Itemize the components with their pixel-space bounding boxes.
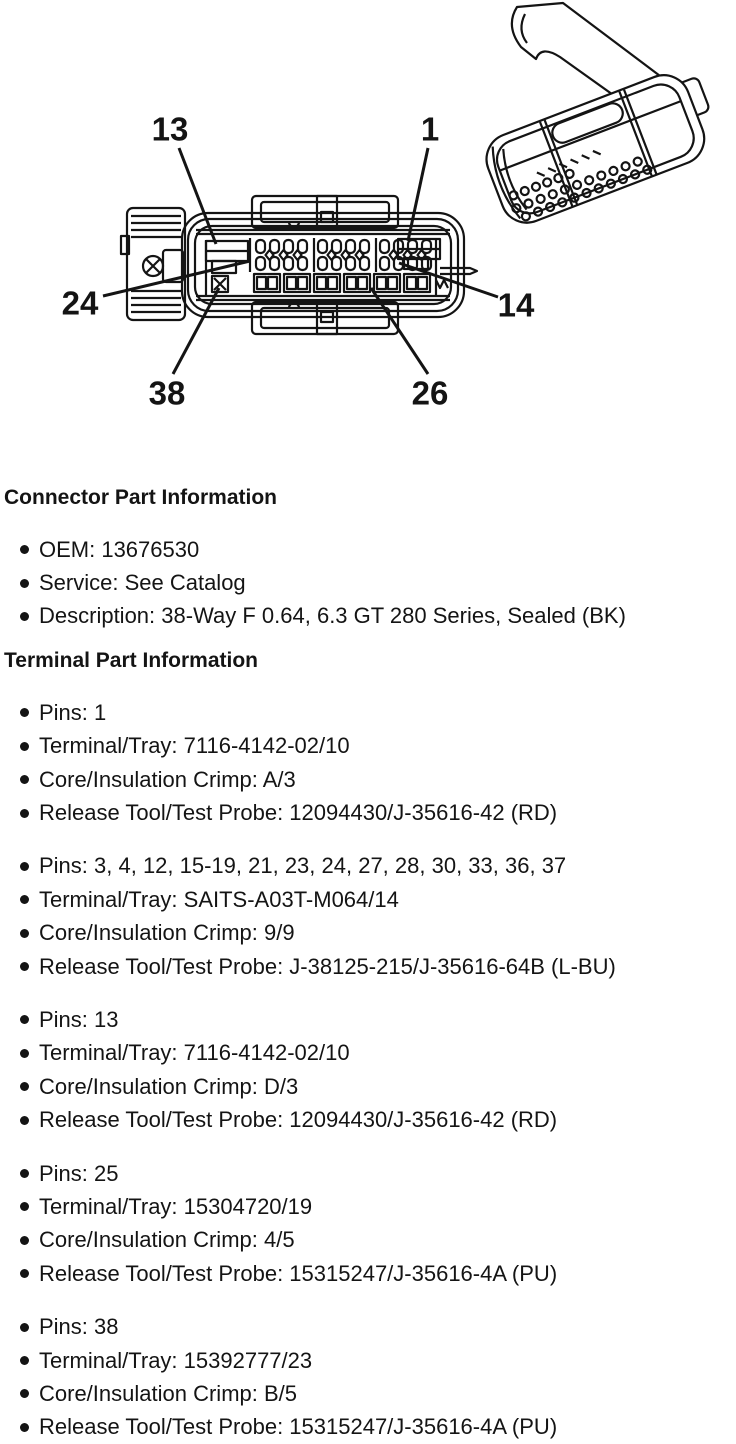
molded-mark xyxy=(436,280,448,288)
pin-label-13: 13 xyxy=(151,110,189,148)
connector-3d-view xyxy=(479,3,725,230)
bullet-text: Pins: 38 xyxy=(39,1314,119,1340)
connector-diagram xyxy=(0,0,736,470)
bullet-group xyxy=(0,850,736,984)
bullet-item xyxy=(0,763,736,796)
box-cavity-slot xyxy=(257,277,266,289)
bullet-group xyxy=(0,533,736,633)
bullet-text: Core/Insulation Crimp: A/3 xyxy=(39,766,296,792)
bullet-item xyxy=(0,1157,736,1190)
bullet-text: Release Tool/Test Probe: 15315247/J-35616-4A (PU) xyxy=(39,1260,558,1286)
bullet-item xyxy=(0,1037,736,1070)
box-cavity-slot xyxy=(268,277,277,289)
bullet-icon xyxy=(20,929,29,938)
section-connector-part-information xyxy=(0,486,736,633)
bullet-item xyxy=(0,1344,736,1377)
key-diamond xyxy=(390,250,398,260)
box-cavity-slot xyxy=(328,277,337,289)
connector-face-view xyxy=(121,196,477,334)
section-heading: Connector Part Information xyxy=(4,486,278,509)
bullet-groups xyxy=(0,696,736,1444)
box-cavity-slot xyxy=(287,277,296,289)
bullet-text: Service: See Catalog xyxy=(39,570,246,596)
bullet-text: Core/Insulation Crimp: D/3 xyxy=(39,1073,299,1099)
small-cavity xyxy=(380,257,389,270)
section-terminal-part-information xyxy=(0,649,736,1444)
bullet-icon xyxy=(20,612,29,621)
bullet-text: Pins: 1 xyxy=(39,699,107,725)
bullet-icon xyxy=(20,962,29,971)
bullet-icon xyxy=(20,1236,29,1245)
key-diamond xyxy=(266,250,274,260)
small-cavity xyxy=(256,240,265,253)
bullet-icon xyxy=(20,775,29,784)
bullet-item xyxy=(0,1377,736,1410)
bullet-item xyxy=(0,730,736,763)
bullet-group xyxy=(0,1157,736,1291)
box-cavity-slot xyxy=(377,277,386,289)
bullet-icon xyxy=(20,1356,29,1365)
bullet-item xyxy=(0,1190,736,1223)
box-cavity-slot xyxy=(418,277,427,289)
bullet-item xyxy=(0,600,736,633)
bullet-text: Release Tool/Test Probe: J-38125-215/J-35616-64B (L-BU) xyxy=(39,953,616,979)
bullet-item xyxy=(0,883,736,916)
pin-label-24: 24 xyxy=(61,284,99,322)
wire-cover xyxy=(121,208,185,320)
bullet-icon xyxy=(20,742,29,751)
bullet-icon xyxy=(20,862,29,871)
key-diamond xyxy=(294,250,302,260)
key-diamond xyxy=(328,250,336,260)
bullet-text: Release Tool/Test Probe: 12094430/J-35616-42 (RD) xyxy=(39,800,558,826)
bullet-icon xyxy=(20,809,29,818)
bullet-item xyxy=(0,1070,736,1103)
small-cavity xyxy=(380,240,389,253)
bullet-icon xyxy=(20,895,29,904)
small-cavity xyxy=(318,240,327,253)
bullet-text: Core/Insulation Crimp: B/5 xyxy=(39,1380,297,1406)
bullet-text: Terminal/Tray: 7116-4142-02/10 xyxy=(39,1040,350,1066)
box-cavity-slot xyxy=(347,277,356,289)
bullet-text: Core/Insulation Crimp: 9/9 xyxy=(39,920,295,946)
bullet-icon xyxy=(20,545,29,554)
pin-label-1: 1 xyxy=(420,110,440,148)
bullet-text: Terminal/Tray: 15392777/23 xyxy=(39,1347,313,1373)
bullet-text: Release Tool/Test Probe: 12094430/J-35616-42 (RD) xyxy=(39,1107,558,1133)
bullet-item xyxy=(0,796,736,829)
bullet-text: Pins: 13 xyxy=(39,1006,119,1032)
bullet-item xyxy=(0,566,736,599)
key-diamond xyxy=(356,250,364,260)
bullet-icon xyxy=(20,1269,29,1278)
bullet-text: Pins: 25 xyxy=(39,1160,119,1186)
bullet-icon xyxy=(20,1389,29,1398)
bullet-text: Description: 38-Way F 0.64, 6.3 GT 280 Series, Sealed (BK) xyxy=(39,603,626,629)
bullet-icon xyxy=(20,1049,29,1058)
bullet-group xyxy=(0,1310,736,1444)
bullet-icon xyxy=(20,1015,29,1024)
bullet-item xyxy=(0,917,736,950)
bullet-icon xyxy=(20,1169,29,1178)
bullet-item xyxy=(0,1310,736,1343)
bullet-item xyxy=(0,1257,736,1290)
bullet-icon xyxy=(20,1202,29,1211)
bullet-item xyxy=(0,533,736,566)
key-diamond xyxy=(342,250,350,260)
bullet-text: Release Tool/Test Probe: 15315247/J-35616-4A (PU) xyxy=(39,1414,558,1440)
bullet-text: Terminal/Tray: 15304720/19 xyxy=(39,1193,313,1219)
bullet-icon xyxy=(20,1423,29,1432)
terminal-pin-38 xyxy=(212,276,228,292)
small-cavity xyxy=(256,257,265,270)
bullet-icon xyxy=(20,579,29,588)
bullet-text: Terminal/Tray: SAITS-A03T-M064/14 xyxy=(39,886,399,912)
bullet-text: OEM: 13676530 xyxy=(39,536,200,562)
pin-label-38: 38 xyxy=(148,374,186,412)
key-diamond xyxy=(280,250,288,260)
bullet-item xyxy=(0,1224,736,1257)
bullet-icon xyxy=(20,1082,29,1091)
bullet-item xyxy=(0,1103,736,1136)
box-cavity-slot xyxy=(407,277,416,289)
bullet-icon xyxy=(20,1323,29,1332)
bullet-icon xyxy=(20,1116,29,1125)
bullet-groups xyxy=(0,533,736,633)
terminal-pin-13 xyxy=(206,241,248,273)
box-cavity-slot xyxy=(388,277,397,289)
bullet-group xyxy=(0,1003,736,1137)
box-cavity-slot xyxy=(298,277,307,289)
pin-label-14: 14 xyxy=(497,286,535,324)
bullet-group xyxy=(0,696,736,830)
small-cavity xyxy=(318,257,327,270)
bullet-text: Core/Insulation Crimp: 4/5 xyxy=(39,1227,295,1253)
bullet-text: Terminal/Tray: 7116-4142-02/10 xyxy=(39,733,350,759)
box-cavity-slot xyxy=(358,277,367,289)
bullet-item xyxy=(0,696,736,729)
section-heading: Terminal Part Information xyxy=(4,649,258,673)
bullet-text: Pins: 3, 4, 12, 15-19, 21, 23, 24, 27, 28, 30, 33, 36, 37 xyxy=(39,853,567,879)
bullet-item xyxy=(0,950,736,983)
bullet-icon xyxy=(20,708,29,717)
bullet-item xyxy=(0,1411,736,1444)
bullet-item xyxy=(0,1003,736,1036)
box-cavity-slot xyxy=(317,277,326,289)
bullet-item xyxy=(0,850,736,883)
pin-label-26: 26 xyxy=(411,374,449,412)
